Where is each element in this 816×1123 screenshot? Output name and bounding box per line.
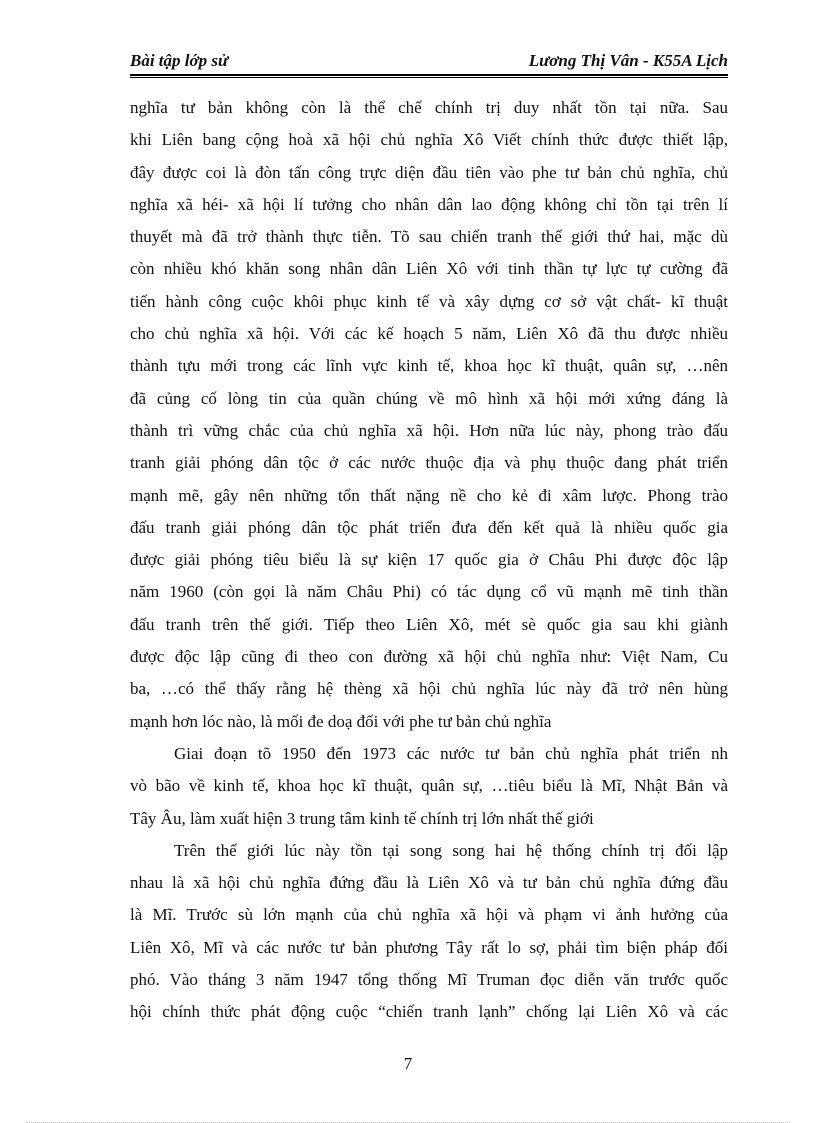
text-line: vò bão về kinh tế, khoa học kĩ thuật, quân sự, …tiêu biểu là Mĩ, Nhật Bản và — [130, 776, 728, 796]
text-line: đấu tranh giải phóng dân tộc phát triển đưa đến kết quả là nhiều quốc gia — [130, 517, 728, 537]
text-line: thuyết mà đã trở thành thực tiễn. Tõ sau chiến tranh thế giới thứ hai, mặc dù — [130, 227, 728, 247]
text-line: cho chủ nghĩa xã hội. Với các kế hoạch 5 năm, Liên Xô đã thu được nhiều — [130, 324, 728, 344]
text-line: khi Liên bang cộng hoà xã hội chủ nghĩa Xô Viết chính thức được thiết lập, — [130, 130, 728, 150]
text-line: đây được coi là đòn tấn công trực diện đầu tiên vào phe tư bản chủ nghĩa, chủ — [130, 162, 728, 182]
text-line: nghĩa tư bản không còn là thể chế chính trị duy nhất tồn tại nữa. Sau — [130, 98, 728, 117]
text-line: đã củng cố lòng tin của quần chúng về mô hình xã hội mới xứng đáng là — [130, 388, 728, 408]
header-divider — [130, 74, 728, 78]
text-line: hội chính thức phát động cuộc “chiến tranh lạnh” chống lại Liên Xô và các — [130, 1002, 728, 1022]
header-author: Lương Thị Vân - K55A Lịch — [528, 51, 728, 70]
text-line: Tây Âu, làm xuất hiện 3 trung tâm kinh tế chính trị lớn nhất thế giới — [130, 808, 594, 828]
text-line: năm 1960 (còn gọi là năm Châu Phi) có tác dụng cổ vũ mạnh mẽ tinh thần — [130, 582, 728, 602]
text-line: thành trì vững chắc của chủ nghĩa xã hội. Hơn nữa lúc này, phong trào đấu — [130, 420, 728, 440]
text-line: được độc lập cũng đi theo con đường xã hội chủ nghĩa như: Việt Nam, Cu — [130, 647, 728, 667]
text-line: thành tựu mới trong các lĩnh vực kinh tế, khoa học kĩ thuật, quân sự, …nên — [130, 356, 728, 376]
text-line: Giai đoạn tõ 1950 đến 1973 các nước tư bản chủ nghĩa phát triển nh — [174, 743, 728, 763]
text-line: là Mĩ. Trước sù lớn mạnh của chủ nghĩa xã hội và phạm vi ảnh hưởng của — [130, 905, 728, 925]
text-line: được giải phóng tiêu biểu là sự kiện 17 quốc gia ở Châu Phi được độc lập — [130, 550, 728, 570]
page-header — [130, 50, 728, 96]
text-line: phó. Vào tháng 3 năm 1947 tổng thống Mĩ Truman đọc diễn văn trước quốc — [130, 970, 728, 990]
text-line: nghĩa xã héi- xã hội lí tưởng cho nhân dân lao động không chỉ tồn tại trên lí — [130, 194, 728, 214]
text-line: Trên thế giới lúc này tồn tại song song hai hệ thống chính trị đối lập — [174, 840, 728, 860]
text-line: tiến hành công cuộc khôi phục kinh tế và xây dựng cơ sở vật chất- kĩ thuật — [130, 291, 728, 311]
page-number: 7 — [403, 1054, 413, 1073]
header-course-title: Bài tập lớp sử — [130, 51, 229, 70]
text-line: tranh giải phóng dân tộc ở các nước thuộc địa và phụ thuộc đang phát triển — [130, 453, 728, 473]
text-line: mạnh hơn lóc nào, là mối đe doạ đối với phe tư bản chủ nghĩa — [130, 711, 552, 731]
text-line: đấu tranh trên thế giới. Tiếp theo Liên Xô, mét sè quốc gia sau khi giành — [130, 614, 728, 634]
text-line: Liên Xô, Mĩ và các nước tư bản phương Tây rất lo sợ, phải tìm biện pháp đối — [130, 937, 728, 957]
text-line: ba, …có thể thấy rằng hệ thèng xã hội chủ nghĩa lúc này đã trở nên hùng — [130, 679, 728, 699]
text-line: mạnh mẽ, gây nên những tổn thất nặng nề cho kẻ đi xâm lược. Phong trào — [130, 485, 728, 505]
text-line: nhau là xã hội chủ nghĩa đứng đầu là Liên Xô và tư bản chủ nghĩa đứng đầu — [130, 873, 728, 893]
text-line: còn nhiều khó khăn song nhân dân Liên Xô với tinh thần tự lực tự cường đã — [130, 259, 728, 279]
document-body — [130, 92, 728, 1029]
